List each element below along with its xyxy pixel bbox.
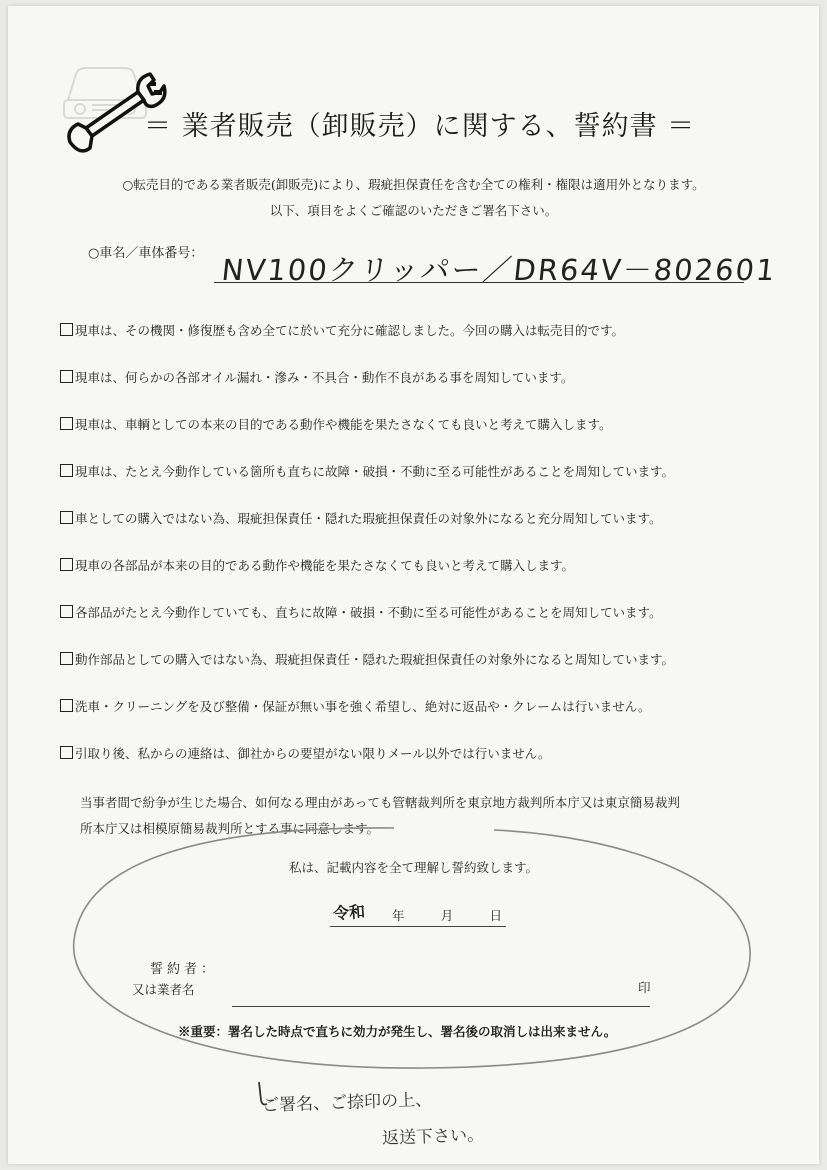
intro-line-1: ○転売目的である業者販売(卸販売)により、瑕疵担保責任を含む全ての権利・権限は適用外となります。 — [122, 177, 705, 192]
clause-text: 現車は、その機関・修復歴も含め全てに於いて充分に確認しました。今回の購入は転売目的です。 — [75, 322, 625, 338]
signature-line[interactable] — [232, 1006, 650, 1007]
clause-text: 現車は、たとえ今動作している箇所も直ちに故障・破損・不動に至る可能性があることを周知しています。 — [75, 463, 675, 479]
clause-text: 引取り後、私からの連絡は、御社からの要望がない限りメール以外では行いません。 — [75, 745, 551, 761]
clause-text: 洗車・クリーニングを及び整備・保証が無い事を強く希望し、絶対に返品や・クレームは行いません。 — [75, 698, 651, 714]
clause-checkbox[interactable] — [60, 746, 73, 759]
clause-item — [60, 306, 780, 353]
intro-text — [0, 172, 827, 224]
clause-item — [60, 353, 780, 400]
important-notice: ※重要：署名した時点で直ちに効力が発生し、署名後の取消しは出来ません。 — [178, 1024, 617, 1039]
clause-text: 各部品がたとえ今動作していても、直ちに故障・破損・不動に至る可能性があることを周知しています。 — [75, 604, 662, 620]
clause-checkbox[interactable] — [60, 699, 73, 712]
title-row — [64, 70, 764, 170]
seal-label: 印 — [638, 980, 651, 995]
jurisdiction-line-2: 所本庁又は相模原簡易裁判所とする事に同意します。 — [80, 821, 380, 836]
vehicle-underline — [214, 282, 744, 283]
clause-checkbox[interactable] — [60, 323, 73, 336]
clause-item — [60, 635, 780, 682]
clause-text: 現車は、何らかの各部オイル漏れ・滲み・不具合・動作不良がある事を周知しています。 — [75, 369, 574, 385]
clause-text: 現車は、車輌としての本来の目的である動作や機能を果たさなくても良いと考えて購入します。 — [75, 416, 612, 432]
clause-checkbox[interactable] — [60, 511, 73, 524]
day-label: 日 — [489, 908, 502, 923]
jurisdiction-line-1: 当事者間で紛争が生じた場合、如何なる理由があっても管轄裁判所を東京地方裁判所本庁又は東京簡易裁判 — [80, 795, 680, 810]
clause-checkbox[interactable] — [60, 652, 73, 665]
clause-item — [60, 541, 780, 588]
clause-text: 現車の各部品が本来の目的である動作や機能を果たさなくても良いと考えて購入します。 — [75, 557, 575, 573]
intro-line-2: 以下、項目をよくご確認のいただきご署名下さい。 — [269, 203, 558, 218]
clause-item — [60, 729, 780, 776]
signer-label: 誓約者： — [150, 962, 219, 977]
clause-checkbox[interactable] — [60, 464, 73, 477]
clause-checkbox[interactable] — [60, 370, 73, 383]
clause-text: 車としての購入ではない為、瑕疵担保責任・隠れた瑕疵担保責任の対象外になると充分周知しています。 — [75, 510, 662, 526]
clause-item — [60, 494, 780, 541]
clause-checkbox[interactable] — [60, 417, 73, 430]
vehicle-label: ○車名／車体番号： — [88, 246, 204, 261]
clause-item — [60, 682, 780, 729]
era-handwritten: 令和 — [332, 901, 366, 924]
dealer-name-label: 又は業者名 — [132, 982, 195, 997]
date-underline — [330, 926, 506, 927]
agreement-statement: 私は、記載内容を全て理解し誓約致します。 — [288, 860, 538, 875]
vehicle-value-handwritten: NV100クリッパー／DR64V－802601 — [220, 253, 779, 287]
date-fields — [392, 906, 502, 924]
year-label: 年 — [392, 908, 405, 923]
clause-list — [60, 306, 780, 776]
document-title: ＝ 業者販売（卸販売）に関する、誓約書 ＝ — [144, 111, 696, 142]
month-label: 月 — [440, 908, 454, 923]
clause-item — [60, 588, 780, 635]
clause-checkbox[interactable] — [60, 605, 73, 618]
clause-checkbox[interactable] — [60, 558, 73, 571]
clause-text: 動作部品としての購入ではない為、瑕疵担保責任・隠れた瑕疵担保責任の対象外になると周知しています。 — [75, 651, 675, 667]
handwritten-note-line-2: 返送下さい。 — [381, 1125, 485, 1149]
clause-item — [60, 400, 780, 447]
handwritten-note-line-1: ご署名、ご捺印の上、 — [261, 1090, 433, 1116]
clause-item — [60, 447, 780, 494]
